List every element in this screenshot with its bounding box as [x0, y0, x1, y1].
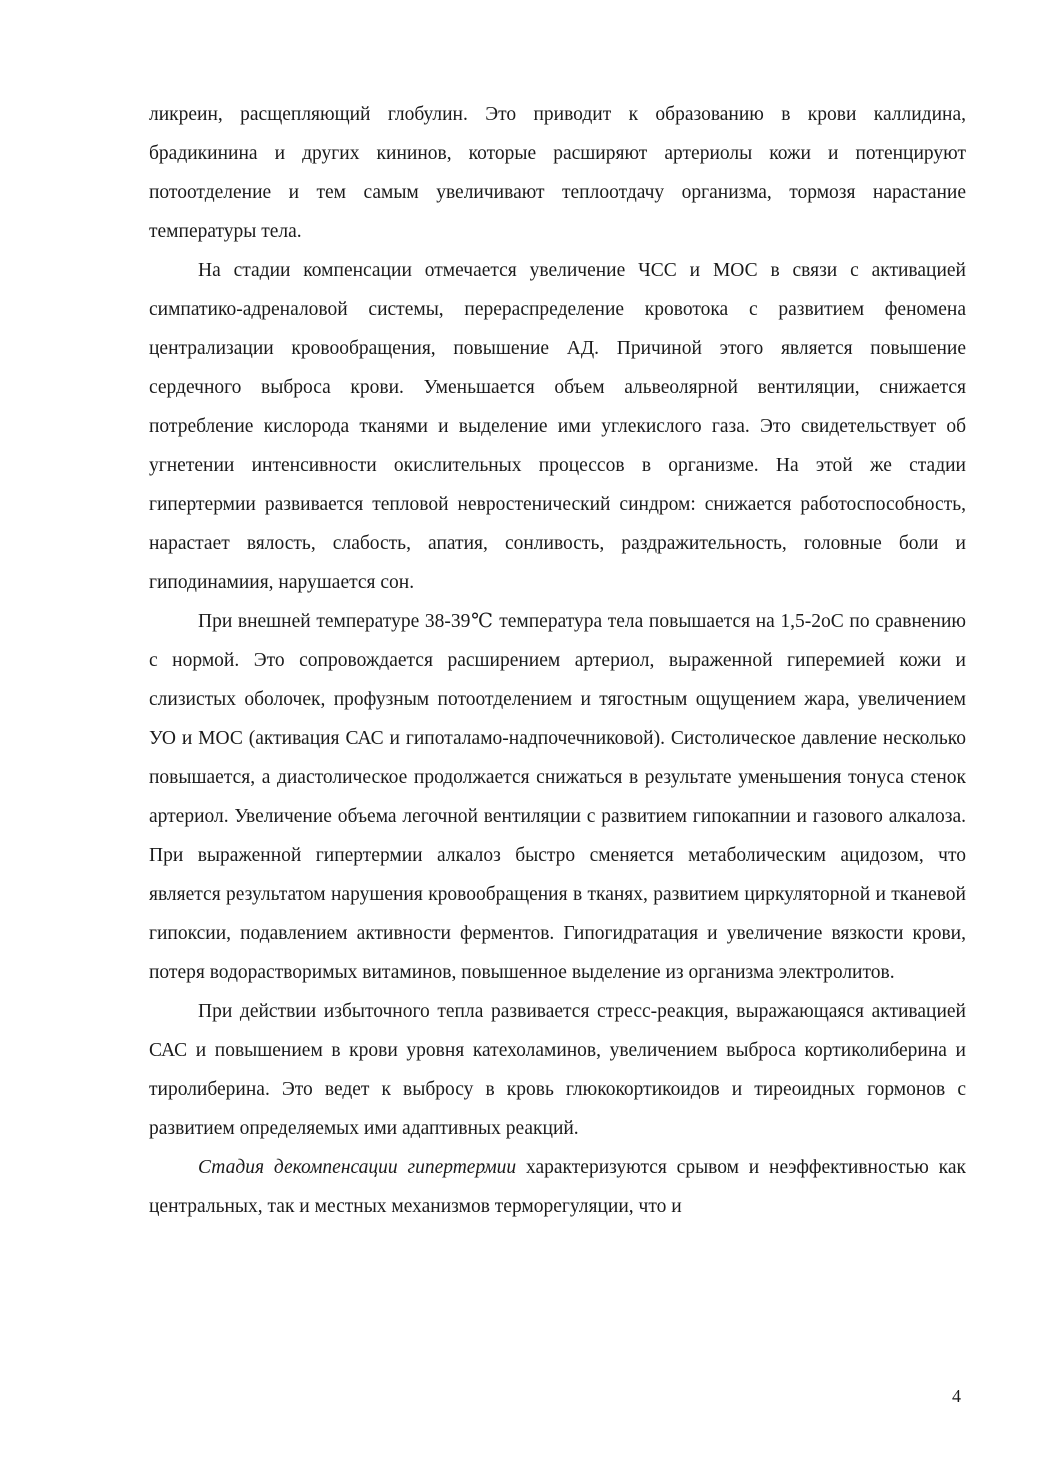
- paragraph-4: При действии избыточного тепла развивается стресс-реакция, выражающаяся активацией САС и повышением в крови уровня катехоламинов, увеличением выброса кортиколиберина и тиролиберина. Это ведет к выбросу в кровь глюкокортикоидов и тиреоидных гормонов с развитием определяемых ими адаптивных реакций.: [149, 1001, 966, 1139]
- paragraph-1: ликреин, расщепляющий глобулин. Это приводит к образованию в крови каллидина, брадикинина и других кининов, которые расширяют артериолы кожи и потенцируют потоотделение и тем самым увеличивают теплоотдачу организма, тормозя нарастание температуры тела.: [149, 104, 966, 242]
- italic-term: Стадия декомпенсации гипертермии: [198, 1157, 517, 1178]
- paragraph-3: При внешней температуре 38-39℃ температура тела повышается на 1,5-2оС по сравнению с нормой. Это сопровождается расширением артериол, выраженной гиперемией кожи и слизистых оболочек, профузным потоотделением и тягостным ощущением жара, увеличением УО и МОС (активация САС и гипоталамо-надпочечниковой). Систолическое давление несколько повышается, а диастолическое продолжается снижаться в результате уменьшения тонуса стенок артериол. Увеличение объема легочной вентиляции с развитием гипокапнии и газового алкалоза. При выраженной гипертермии алкалоз быстро сменяется метаболическим ацидозом, что является результатом нарушения кровообращения в тканях, развитием циркуляторной и тканевой гипоксии, подавлением активности ферментов. Гипогидратация и увеличение вязкости крови, потеря водорастворимых витаминов, повышенное выделение из организма электролитов.: [149, 611, 966, 983]
- paragraph-2: На стадии компенсации отмечается увеличение ЧСС и МОС в связи с активацией симпатико-адреналовой системы, перераспределение кровотока с развитием феномена централизации кровообращения, повышение АД. Причиной этого является повышение сердечного выброса крови. Уменьшается объем альвеолярной вентиляции, снижается потребление кислорода тканями и выделение ими углекислого газа. Это свидетельствует об угнетении интенсивности окислительных процессов в организме. На этой же стадии гипертермии развивается тепловой невростенический синдром: снижается работоспособность, нарастает вялость, слабость, апатия, сонливость, раздражительность, головные боли и гиподинамиия, нарушается сон.: [149, 260, 966, 593]
- page-number: 4: [952, 1386, 961, 1406]
- paragraph-5: [149, 1148, 966, 1226]
- body-text: [149, 95, 966, 1226]
- paragraph-5-text: характеризуются срывом и неэффективностью как центральных, так и местных механизмов терморегуляции, что и: [149, 1157, 966, 1217]
